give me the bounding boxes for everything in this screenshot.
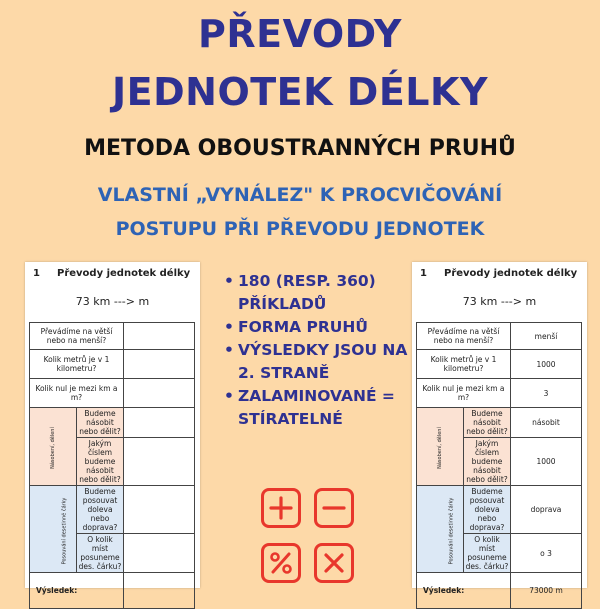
answer-cell: 3 [511,379,582,408]
table-row [417,486,582,534]
answer-cell [124,350,195,379]
tagline-line-1: VLASTNÍ „VYNÁLEZ" K PROCVIČOVÁNÍ [97,184,503,206]
table-row [30,486,195,534]
question-cell: Budeme posouvat doleva nebo doprava? [464,486,511,534]
answer-cell: 1000 [511,438,582,486]
answer-cell: doprava [511,486,582,534]
answer-cell: menší [511,323,582,350]
table-row [30,379,195,408]
side-label: Násobení, dělení [30,408,77,486]
table-row [417,323,582,350]
plus-icon [261,488,301,528]
result-label: Výsledek: [30,573,124,609]
table-row [417,350,582,379]
question-cell: O kolik míst posuneme des. čárku? [464,534,511,573]
worksheet-card-blank [25,262,200,595]
table-row [417,379,582,408]
feature-item: • 180 (RESP. 360) PŘÍKLADŮ [224,270,414,316]
times-icon [314,543,354,583]
question-cell: Budeme násobit nebo dělit? [464,408,511,438]
result-label: Výsledek: [417,573,511,609]
feature-item: • FORMA PRUHŮ [224,316,414,339]
answer-cell [124,323,195,350]
worksheet-table [29,322,195,609]
question-cell: Jakým číslem budeme násobit nebo dělit? [464,438,511,486]
answer-cell [124,486,195,534]
feature-list [224,270,414,431]
card-number: 1 [420,268,427,279]
feature-item: • VÝSLEDKY JSOU NA 2. STRANĚ [224,339,414,385]
question-cell: Kolik nul je mezi km a m? [417,379,511,408]
card-heading [420,268,577,279]
answer-cell: 1000 [511,350,582,379]
card-heading [33,268,190,279]
percent-icon [261,543,301,583]
card-task: 73 km ---> m [75,295,150,308]
answer-cell [124,534,195,573]
table-row [30,408,195,438]
side-label: Posouvání desetinné čárky [417,486,464,573]
answer-cell [124,379,195,408]
table-row [30,323,195,350]
table-row [30,350,195,379]
card-number: 1 [33,268,40,279]
question-cell: Budeme posouvat doleva nebo doprava? [77,486,124,534]
card-title: Převody jednotek délky [444,268,578,279]
worksheet-card-solved [412,262,587,595]
card-task: 73 km ---> m [462,295,537,308]
table-row [417,408,582,438]
side-label: Posouvání desetinné čárky [30,486,77,573]
question-cell: Jakým číslem budeme násobit nebo dělit? [77,438,124,486]
question-cell: Převádíme na větší nebo na menší? [30,323,124,350]
answer-cell [124,573,195,609]
table-row [30,573,195,609]
table-row [417,573,582,609]
side-label: Násobení, dělení [417,408,464,486]
answer-cell: 73000 m [511,573,582,609]
question-cell: Kolik metrů je v 1 kilometru? [417,350,511,379]
subtitle: METODA OBOUSTRANNÝCH PRUHŮ [84,136,516,161]
tagline-line-2: POSTUPU PŘI PŘEVODU JEDNOTEK [115,218,485,240]
question-cell: Převádíme na větší nebo na menší? [417,323,511,350]
title-line-2: JEDNOTEK DÉLKY [112,70,488,114]
question-cell: O kolik míst posuneme des. čárku? [77,534,124,573]
worksheet-table [416,322,582,609]
question-cell: Kolik nul je mezi km a m? [30,379,124,408]
question-cell: Kolik metrů je v 1 kilometru? [30,350,124,379]
answer-cell [124,438,195,486]
feature-item: • ZALAMINOVANÉ = STÍRATELNÉ [224,385,414,431]
minus-icon [314,488,354,528]
question-cell: Budeme násobit nebo dělit? [77,408,124,438]
answer-cell: násobit [511,408,582,438]
title-line-1: PŘEVODY [198,12,402,56]
card-title: Převody jednotek délky [57,268,191,279]
answer-cell: o 3 [511,534,582,573]
answer-cell [124,408,195,438]
